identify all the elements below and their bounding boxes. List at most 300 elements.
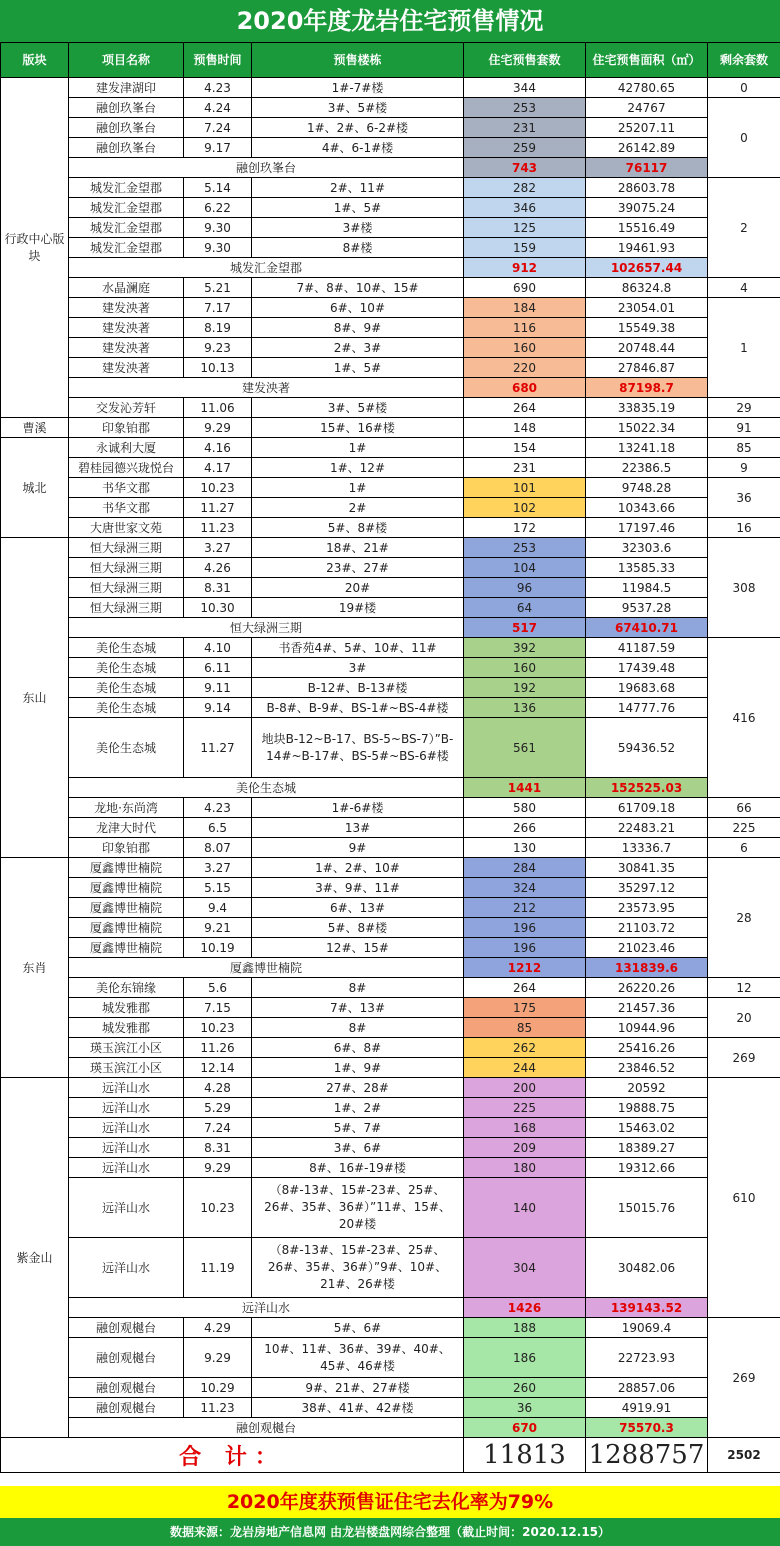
table-row: [1, 1238, 780, 1298]
area-cell: 39075.24: [586, 198, 708, 218]
presale-table: [0, 42, 780, 1473]
date-cell: 10.29: [184, 1378, 252, 1398]
table-row: [1, 458, 780, 478]
buildings-cell: 7#、13#: [252, 998, 464, 1018]
project-cell: 碧桂园德兴珑悦台: [69, 458, 184, 478]
table-row: [1, 918, 780, 938]
units-cell: 160: [464, 338, 586, 358]
table-row: [1, 978, 780, 998]
table-row: [1, 478, 780, 498]
total-row: [1, 1438, 780, 1473]
area-cell: 86324.8: [586, 278, 708, 298]
table-row: [1, 1378, 780, 1398]
area-cell: 22483.21: [586, 818, 708, 838]
project-cell: 建发泱著: [69, 298, 184, 318]
project-cell: 融创玖峯台: [69, 138, 184, 158]
project-cell: 远洋山水: [69, 1238, 184, 1298]
area-cell: 13585.33: [586, 558, 708, 578]
buildings-cell: 3#楼: [252, 218, 464, 238]
project-cell: 大唐世家文苑: [69, 518, 184, 538]
date-cell: 5.14: [184, 178, 252, 198]
remaining-cell: 225: [708, 818, 780, 838]
subtotal-project: 建发泱著: [69, 378, 464, 398]
area-cell: 13241.18: [586, 438, 708, 458]
buildings-cell: 3#、6#: [252, 1138, 464, 1158]
units-cell: 580: [464, 798, 586, 818]
buildings-cell: 5#、6#: [252, 1318, 464, 1338]
table-row: [1, 798, 780, 818]
table-row: [1, 658, 780, 678]
date-cell: 10.30: [184, 598, 252, 618]
remaining-cell: 66: [708, 798, 780, 818]
project-cell: 厦鑫博世楠院: [69, 918, 184, 938]
buildings-cell: 1#、2#、6-2#楼: [252, 118, 464, 138]
units-cell: 200: [464, 1078, 586, 1098]
units-cell: 244: [464, 1058, 586, 1078]
date-cell: 9.29: [184, 1338, 252, 1378]
page-title: 2020年度龙岩住宅预售情况: [0, 0, 780, 42]
buildings-cell: 8#、9#: [252, 318, 464, 338]
subtotal-units: 1426: [464, 1298, 586, 1318]
remaining-cell: 2: [708, 178, 780, 278]
units-cell: 188: [464, 1318, 586, 1338]
area-cell: 4919.91: [586, 1398, 708, 1418]
buildings-cell: 5#、8#楼: [252, 918, 464, 938]
buildings-cell: 1#、5#: [252, 198, 464, 218]
buildings-cell: 1#、5#: [252, 358, 464, 378]
project-cell: 融创玖峯台: [69, 98, 184, 118]
units-cell: 262: [464, 1038, 586, 1058]
subtotal-units: 670: [464, 1418, 586, 1438]
project-cell: 城发汇金望郡: [69, 198, 184, 218]
table-row: [1, 1338, 780, 1378]
units-cell: 36: [464, 1398, 586, 1418]
project-cell: 印象铂郡: [69, 838, 184, 858]
total-remaining: 2502: [708, 1438, 780, 1473]
area-cell: 22723.93: [586, 1338, 708, 1378]
header-area: 住宅预售面积（㎡）: [586, 43, 708, 78]
area-cell: 28603.78: [586, 178, 708, 198]
subtotal-units: 1441: [464, 778, 586, 798]
buildings-cell: 1#、9#: [252, 1058, 464, 1078]
units-cell: 175: [464, 998, 586, 1018]
area-cell: 23054.01: [586, 298, 708, 318]
subtotal-row: [1, 1418, 780, 1438]
project-cell: 水晶澜庭: [69, 278, 184, 298]
subtotal-project: 美伦生态城: [69, 778, 464, 798]
project-cell: 龙津大时代: [69, 818, 184, 838]
buildings-cell: 10#、11#、36#、39#、40#、45#、46#楼: [252, 1338, 464, 1378]
project-cell: 远洋山水: [69, 1158, 184, 1178]
subtotal-project: 融创玖峯台: [69, 158, 464, 178]
table-row: [1, 638, 780, 658]
project-cell: 美伦生态城: [69, 638, 184, 658]
project-cell: 恒大绿洲三期: [69, 558, 184, 578]
table-row: [1, 938, 780, 958]
table-row: [1, 838, 780, 858]
units-cell: 192: [464, 678, 586, 698]
table-row: [1, 1118, 780, 1138]
area-cell: 26220.26: [586, 978, 708, 998]
units-cell: 148: [464, 418, 586, 438]
table-row: [1, 578, 780, 598]
units-cell: 196: [464, 938, 586, 958]
project-cell: 远洋山水: [69, 1118, 184, 1138]
units-cell: 220: [464, 358, 586, 378]
subtotal-project: 厦鑫博世楠院: [69, 958, 464, 978]
header-remaining: 剩余套数: [708, 43, 780, 78]
units-cell: 184: [464, 298, 586, 318]
date-cell: 10.19: [184, 938, 252, 958]
date-cell: 11.23: [184, 518, 252, 538]
district-cell: 东山: [1, 538, 69, 858]
area-cell: 19888.75: [586, 1098, 708, 1118]
date-cell: 12.14: [184, 1058, 252, 1078]
area-cell: 27846.87: [586, 358, 708, 378]
units-cell: 231: [464, 118, 586, 138]
buildings-cell: 1#、2#、10#: [252, 858, 464, 878]
units-cell: 172: [464, 518, 586, 538]
units-cell: 104: [464, 558, 586, 578]
date-cell: 10.23: [184, 1018, 252, 1038]
table-row: [1, 1078, 780, 1098]
area-cell: 19461.93: [586, 238, 708, 258]
table-row: [1, 498, 780, 518]
project-cell: 恒大绿洲三期: [69, 538, 184, 558]
table-row: [1, 898, 780, 918]
date-cell: 8.07: [184, 838, 252, 858]
units-cell: 561: [464, 718, 586, 778]
date-cell: 7.24: [184, 118, 252, 138]
project-cell: 远洋山水: [69, 1178, 184, 1238]
date-cell: 6.22: [184, 198, 252, 218]
units-cell: 260: [464, 1378, 586, 1398]
date-cell: 5.21: [184, 278, 252, 298]
area-cell: 13336.7: [586, 838, 708, 858]
buildings-cell: 27#、28#: [252, 1078, 464, 1098]
remaining-cell: 85: [708, 438, 780, 458]
project-cell: 厦鑫博世楠院: [69, 878, 184, 898]
date-cell: 4.28: [184, 1078, 252, 1098]
buildings-cell: 2#、11#: [252, 178, 464, 198]
area-cell: 21457.36: [586, 998, 708, 1018]
subtotal-area: 139143.52: [586, 1298, 708, 1318]
table-row: [1, 598, 780, 618]
total-area: 1288757: [586, 1438, 708, 1473]
date-cell: 11.23: [184, 1398, 252, 1418]
area-cell: 19069.4: [586, 1318, 708, 1338]
table-row: [1, 1038, 780, 1058]
buildings-cell: 8#: [252, 1018, 464, 1038]
project-cell: 建发泱著: [69, 358, 184, 378]
date-cell: 8.19: [184, 318, 252, 338]
area-cell: 17439.48: [586, 658, 708, 678]
project-cell: 远洋山水: [69, 1138, 184, 1158]
project-cell: 城发雅郡: [69, 1018, 184, 1038]
area-cell: 11984.5: [586, 578, 708, 598]
remaining-cell: 269: [708, 1318, 780, 1438]
buildings-cell: 2#、3#: [252, 338, 464, 358]
date-cell: 9.21: [184, 918, 252, 938]
date-cell: 9.4: [184, 898, 252, 918]
subtotal-row: [1, 378, 780, 398]
units-cell: 266: [464, 818, 586, 838]
area-cell: 10343.66: [586, 498, 708, 518]
district-cell: 东肖: [1, 858, 69, 1078]
table-row: [1, 298, 780, 318]
project-cell: 城发汇金望郡: [69, 238, 184, 258]
buildings-cell: 书香苑4#、5#、10#、11#: [252, 638, 464, 658]
project-cell: 城发雅郡: [69, 998, 184, 1018]
table-row: [1, 138, 780, 158]
date-cell: 9.17: [184, 138, 252, 158]
project-cell: 美伦生态城: [69, 658, 184, 678]
area-cell: 28857.06: [586, 1378, 708, 1398]
project-cell: 美伦生态城: [69, 678, 184, 698]
area-cell: 59436.52: [586, 718, 708, 778]
buildings-cell: 5#、8#楼: [252, 518, 464, 538]
units-cell: 125: [464, 218, 586, 238]
date-cell: 11.27: [184, 718, 252, 778]
date-cell: 4.17: [184, 458, 252, 478]
date-cell: 11.06: [184, 398, 252, 418]
units-cell: 130: [464, 838, 586, 858]
units-cell: 140: [464, 1178, 586, 1238]
area-cell: 42780.65: [586, 78, 708, 98]
area-cell: 25416.26: [586, 1038, 708, 1058]
subtotal-project: 远洋山水: [69, 1298, 464, 1318]
area-cell: 24767: [586, 98, 708, 118]
project-cell: 美伦生态城: [69, 718, 184, 778]
buildings-cell: 8#、16#-19#楼: [252, 1158, 464, 1178]
header-buildings: 预售楼栋: [252, 43, 464, 78]
subtotal-area: 76117: [586, 158, 708, 178]
buildings-cell: B-12#、B-13#楼: [252, 678, 464, 698]
area-cell: 15516.49: [586, 218, 708, 238]
project-cell: 瑛玉滨江小区: [69, 1058, 184, 1078]
remaining-cell: 269: [708, 1038, 780, 1078]
area-cell: 9748.28: [586, 478, 708, 498]
project-cell: 厦鑫博世楠院: [69, 898, 184, 918]
units-cell: 344: [464, 78, 586, 98]
units-cell: 264: [464, 398, 586, 418]
area-cell: 21103.72: [586, 918, 708, 938]
subtotal-project: 城发汇金望郡: [69, 258, 464, 278]
subtotal-area: 75570.3: [586, 1418, 708, 1438]
units-cell: 136: [464, 698, 586, 718]
area-cell: 15015.76: [586, 1178, 708, 1238]
units-cell: 259: [464, 138, 586, 158]
area-cell: 20592: [586, 1078, 708, 1098]
date-cell: 4.23: [184, 798, 252, 818]
district-cell: 城北: [1, 438, 69, 538]
subtotal-area: 102657.44: [586, 258, 708, 278]
date-cell: 9.30: [184, 238, 252, 258]
buildings-cell: 8#楼: [252, 238, 464, 258]
date-cell: 4.29: [184, 1318, 252, 1338]
district-cell: 行政中心版块: [1, 78, 69, 418]
remaining-cell: 20: [708, 998, 780, 1038]
table-row: [1, 698, 780, 718]
table-row: [1, 1158, 780, 1178]
buildings-cell: 3#、9#、11#: [252, 878, 464, 898]
date-cell: 9.29: [184, 418, 252, 438]
table-row: [1, 1398, 780, 1418]
table-row: [1, 218, 780, 238]
project-cell: 书华文郡: [69, 498, 184, 518]
project-cell: 融创玖峯台: [69, 118, 184, 138]
destock-rate-banner: 2020年度获预售证住宅去化率为79%: [0, 1486, 780, 1518]
project-cell: 融创观樾台: [69, 1318, 184, 1338]
header-date: 预售时间: [184, 43, 252, 78]
date-cell: 5.29: [184, 1098, 252, 1118]
subtotal-area: 131839.6: [586, 958, 708, 978]
subtotal-row: [1, 778, 780, 798]
table-row: [1, 78, 780, 98]
table-row: [1, 358, 780, 378]
table-row: [1, 518, 780, 538]
units-cell: 346: [464, 198, 586, 218]
project-cell: 交发沁芳轩: [69, 398, 184, 418]
project-cell: 城发汇金望郡: [69, 178, 184, 198]
area-cell: 15463.02: [586, 1118, 708, 1138]
subtotal-project: 恒大绿洲三期: [69, 618, 464, 638]
area-cell: 10944.96: [586, 1018, 708, 1038]
area-cell: 14777.76: [586, 698, 708, 718]
remaining-cell: 0: [708, 98, 780, 178]
date-cell: 5.15: [184, 878, 252, 898]
units-cell: 159: [464, 238, 586, 258]
buildings-cell: 19#楼: [252, 598, 464, 618]
subtotal-row: [1, 158, 780, 178]
table-row: [1, 718, 780, 778]
total-units: 11813: [464, 1438, 586, 1473]
units-cell: 160: [464, 658, 586, 678]
buildings-cell: 20#: [252, 578, 464, 598]
project-cell: 厦鑫博世楠院: [69, 858, 184, 878]
buildings-cell: 1#、2#: [252, 1098, 464, 1118]
area-cell: 22386.5: [586, 458, 708, 478]
date-cell: 8.31: [184, 1138, 252, 1158]
header-project: 项目名称: [69, 43, 184, 78]
buildings-cell: 15#、16#楼: [252, 418, 464, 438]
units-cell: 102: [464, 498, 586, 518]
district-cell: 紫金山: [1, 1078, 69, 1438]
date-cell: 3.27: [184, 538, 252, 558]
units-cell: 284: [464, 858, 586, 878]
table-row: [1, 238, 780, 258]
project-cell: 美伦东锦缘: [69, 978, 184, 998]
units-cell: 253: [464, 538, 586, 558]
buildings-cell: 1#、12#: [252, 458, 464, 478]
subtotal-row: [1, 618, 780, 638]
subtotal-project: 融创观樾台: [69, 1418, 464, 1438]
project-cell: 城发汇金望郡: [69, 218, 184, 238]
units-cell: 96: [464, 578, 586, 598]
table-row: [1, 558, 780, 578]
buildings-cell: 1#: [252, 478, 464, 498]
table-row: [1, 678, 780, 698]
area-cell: 19312.66: [586, 1158, 708, 1178]
units-cell: 392: [464, 638, 586, 658]
remaining-cell: 6: [708, 838, 780, 858]
buildings-cell: 5#、7#: [252, 1118, 464, 1138]
buildings-cell: 8#: [252, 978, 464, 998]
subtotal-units: 680: [464, 378, 586, 398]
table-row: [1, 878, 780, 898]
area-cell: 25207.11: [586, 118, 708, 138]
buildings-cell: 地块B-12~B-17、BS-5~BS-7）”B-14#~B-17#、BS-5#~BS-6#楼: [252, 718, 464, 778]
subtotal-row: [1, 958, 780, 978]
table-row: [1, 818, 780, 838]
buildings-cell: 1#-7#楼: [252, 78, 464, 98]
units-cell: 64: [464, 598, 586, 618]
table-row: [1, 1098, 780, 1118]
area-cell: 21023.46: [586, 938, 708, 958]
area-cell: 20748.44: [586, 338, 708, 358]
remaining-cell: 610: [708, 1078, 780, 1318]
date-cell: 10.13: [184, 358, 252, 378]
project-cell: 融创观樾台: [69, 1338, 184, 1378]
table-row: [1, 398, 780, 418]
buildings-cell: 1#: [252, 438, 464, 458]
table-row: [1, 418, 780, 438]
subtotal-area: 87198.7: [586, 378, 708, 398]
table-row: [1, 1058, 780, 1078]
units-cell: 264: [464, 978, 586, 998]
table-row: [1, 998, 780, 1018]
date-cell: 10.23: [184, 478, 252, 498]
remaining-cell: 36: [708, 478, 780, 518]
subtotal-area: 152525.03: [586, 778, 708, 798]
buildings-cell: 6#、13#: [252, 898, 464, 918]
data-source-footer: 数据来源：龙岩房地产信息网 由龙岩楼盘网综合整理（截止时间：2020.12.15）: [0, 1518, 780, 1546]
subtotal-row: [1, 258, 780, 278]
area-cell: 23573.95: [586, 898, 708, 918]
date-cell: 3.27: [184, 858, 252, 878]
buildings-cell: 9#、21#、27#楼: [252, 1378, 464, 1398]
project-cell: 建发津湖印: [69, 78, 184, 98]
date-cell: 4.24: [184, 98, 252, 118]
area-cell: 17197.46: [586, 518, 708, 538]
date-cell: 9.29: [184, 1158, 252, 1178]
date-cell: 4.16: [184, 438, 252, 458]
buildings-cell: （8#-13#、15#-23#、25#、26#、35#、36#）”11#、15#、20#楼: [252, 1178, 464, 1238]
header-district: 版块: [1, 43, 69, 78]
date-cell: 4.23: [184, 78, 252, 98]
header-units: 住宅预售套数: [464, 43, 586, 78]
area-cell: 32303.6: [586, 538, 708, 558]
subtotal-row: [1, 1298, 780, 1318]
remaining-cell: 0: [708, 78, 780, 98]
project-cell: 恒大绿洲三期: [69, 598, 184, 618]
units-cell: 690: [464, 278, 586, 298]
buildings-cell: 2#: [252, 498, 464, 518]
buildings-cell: 4#、6-1#楼: [252, 138, 464, 158]
subtotal-units: 743: [464, 158, 586, 178]
area-cell: 15022.34: [586, 418, 708, 438]
buildings-cell: 3#、5#楼: [252, 98, 464, 118]
project-cell: 龙地·东尚湾: [69, 798, 184, 818]
units-cell: 253: [464, 98, 586, 118]
area-cell: 30482.06: [586, 1238, 708, 1298]
project-cell: 美伦生态城: [69, 698, 184, 718]
date-cell: 7.15: [184, 998, 252, 1018]
table-row: [1, 318, 780, 338]
remaining-cell: 16: [708, 518, 780, 538]
buildings-cell: 12#、15#: [252, 938, 464, 958]
date-cell: 11.19: [184, 1238, 252, 1298]
